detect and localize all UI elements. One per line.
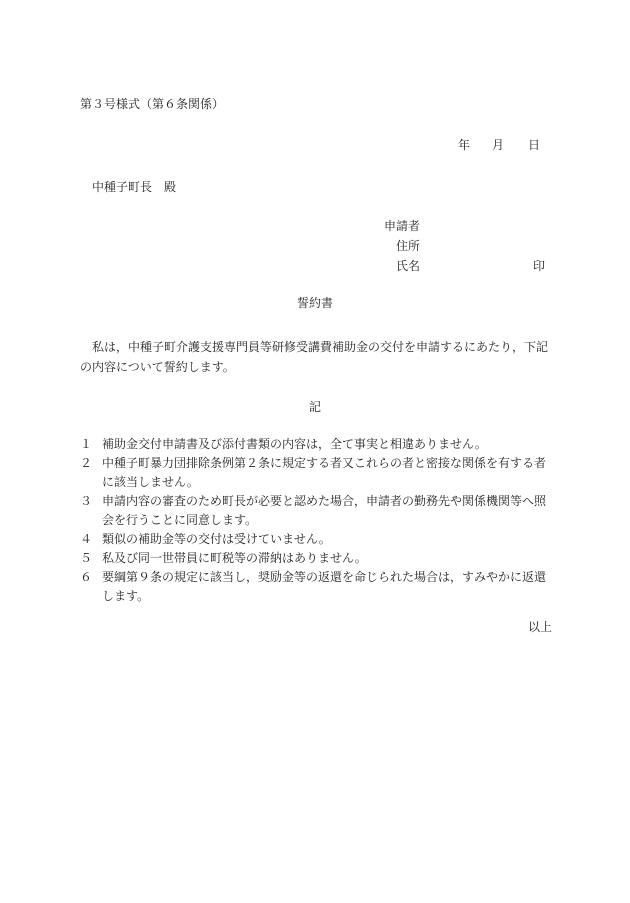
item-number: １ [80, 437, 93, 451]
item-number: ３ [80, 494, 93, 508]
item-text: 私及び同一世帯員に町税等の滞納はありません。 [102, 551, 367, 565]
item-number: ４ [80, 532, 93, 546]
form-number: 第３号様式（第６条関係） [80, 97, 225, 111]
item-number: ５ [80, 551, 93, 565]
list-item [80, 435, 552, 454]
date-line [458, 138, 540, 152]
address-label: 住所 [396, 239, 421, 253]
seal-mark: 印 [533, 259, 546, 273]
list-item [80, 492, 552, 530]
ki-heading: 記 [308, 400, 321, 414]
addressee-name: 中種子町長 [92, 180, 153, 194]
closing-mark: 以上 [528, 620, 553, 634]
date-day: 日 [528, 138, 541, 152]
list-item [80, 454, 552, 492]
date-month: 月 [492, 138, 505, 152]
applicant-label: 申請者 [384, 219, 421, 233]
list-item [80, 530, 552, 549]
item-text: 中種子町暴力団排除条例第２条に規定する者又これらの者と密接な関係を有する者に該当しません。 [102, 456, 547, 489]
addressee-honorific: 殿 [164, 180, 177, 194]
item-text: 補助金交付申請書及び添付書類の内容は，全て事実と相違ありません。 [102, 437, 487, 451]
name-label: 氏名 [396, 259, 421, 273]
pledge-list [80, 435, 552, 606]
addressee [92, 180, 176, 194]
document-title: 誓約書 [296, 296, 333, 310]
date-year: 年 [458, 138, 471, 152]
item-text: 要綱第９条の規定に該当し，奨励金等の返還を命じられた場合は，すみやかに返還します。 [102, 570, 547, 603]
list-item [80, 549, 552, 568]
item-number: ６ [80, 570, 93, 584]
item-text: 申請内容の審査のため町長が必要と認めた場合，申請者の勤務先や関係機関等へ照会を行うことに同意します。 [102, 494, 547, 527]
item-number: ２ [80, 456, 93, 470]
list-item [80, 568, 552, 606]
item-text: 類似の補助金等の交付は受けていません。 [102, 532, 331, 546]
intro-paragraph: 私は，中種子町介護支援専門員等研修受講費補助金の交付を申請するにあたり，下記の内容について誓約します。 [80, 340, 549, 374]
